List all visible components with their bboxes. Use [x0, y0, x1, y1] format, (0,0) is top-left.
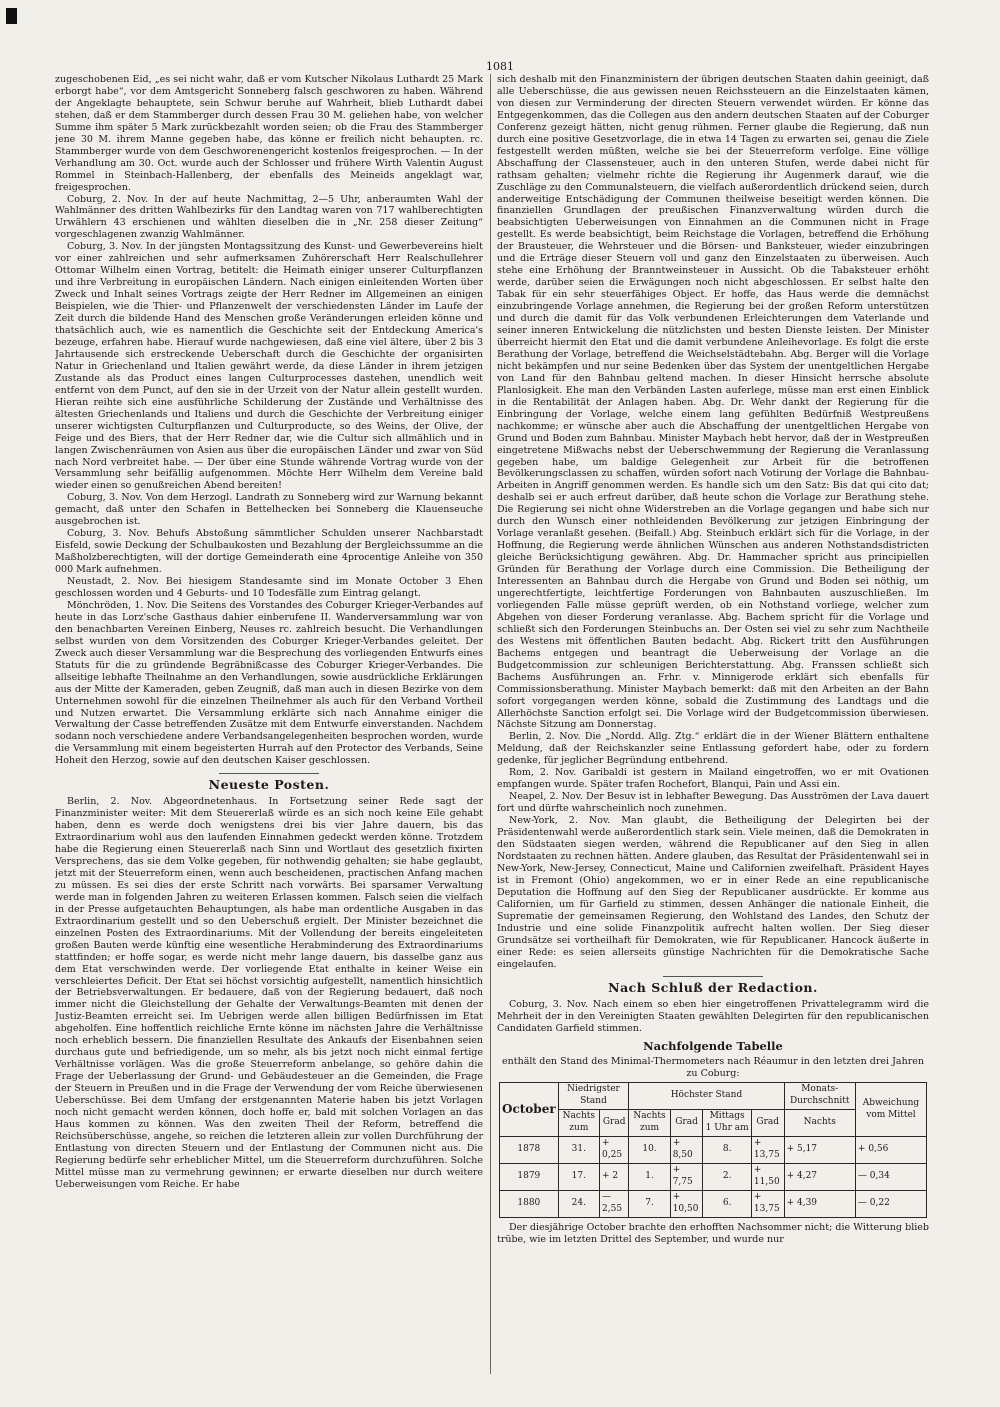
article-paragraph: Coburg, 3. Nov. Von dem Herzogl. Landrath zu Sonneberg wird zur Warnung bekannt gemacht, daß unter den Schafen in Bettelhecken bei Sonneberg die Klauenseuche ausgebrochen ist. — [55, 492, 483, 528]
table-heading: Nachfolgende Tabelle — [643, 1039, 783, 1054]
article-paragraph: Coburg, 3. Nov. In der jüngsten Montagssitzung des Kunst- und Gewerbevereins hielt vor einer zahlreichen und sehr aufmerksamen Zuhörerschaft Herr Realschullehrer Ottomar Wilhelm einen Vortrag, betitelt: die Heimath einiger unserer Culturpflanzen und ihre Verbreitung in europäischen Ländern. Nach einigen einleitenden Worten über Zweck und Inhalt seines Vortrags zeigte der Herr Redner im Allgemeinen an einigen Beispielen, wie die Thier- und Pflanzenwelt der verschiedensten Länder im Laufe der Zeit durch die bildende Hand des Menschen große Veränderungen erleiden könne und thatsächlich auch, wie es namentlich die Geschichte seit der Entdeckung America's bezeuge, erfahren habe. Hierauf wurde nachgewiesen, daß eine viel ältere, über 2 bis 3 Jahrtausende sich erstreckende Ueberschaft durch die Geschichte der organisirten Natur in Griechenland und Italien gewährt werde, da diese Länder in ihrem jetzigen Zustande als das Product eines langen Culturprocesses dastehen, unendlich weit entfernt von dem Punct, auf den sie in der Urzeit von der Natur allein gestellt wurden. Hieran reihte sich eine ausführliche Schilderung der Zustände und Verhältnisse des ältesten Griechenlands und Italiens und durch die Geschichte der Verbreitung einiger unserer wichtigsten Culturpflanzen und Culturproducte, so des Weins, der Olive, der Feige und des Biers, that der Herr Redner dar, wie die Cultur sich allmählich und in langen Zwischenräumen von Asien aus über die europäischen Länder und zwar von Süd nach Nord verbreitet habe. — Der über eine Stunde währende Vortrag wurde von der Versammlung sehr beifällig aufgenommen. Möchte Herr Wilhelm dem Vereine bald wieder einen so genußreichen Abend bereiten! — [55, 241, 483, 492]
table-cell: 1879 — [500, 1163, 559, 1190]
header-degree: Grad — [600, 1110, 629, 1137]
table-cell: 1880 — [500, 1190, 559, 1217]
header-nights: Nachts — [784, 1110, 855, 1137]
article-paragraph: Coburg, 3. Nov. Nach einem so eben hier eingetroffenen Privattelegramm wird die Mehrheit der in den Vereinigten Staaten gewählten Delegirten für den republicanischen Candidaten Garfield stimmen. — [497, 999, 929, 1035]
table-cell: 2. — [703, 1163, 752, 1190]
table-cell: 8. — [703, 1136, 752, 1163]
table-cell: 6. — [703, 1190, 752, 1217]
header-noon-on: Mittags 1 Uhr am — [703, 1110, 752, 1137]
table-cell: — 0,22 — [855, 1190, 926, 1217]
table-cell: + 2 — [600, 1163, 629, 1190]
table-cell: + 0,25 — [600, 1136, 629, 1163]
column-divider — [490, 74, 491, 1374]
table-cell: + 4,27 — [784, 1163, 855, 1190]
table-cell: 17. — [558, 1163, 599, 1190]
article-paragraph: Neapel, 2. Nov. Der Besuv ist in lebhafter Bewegung. Das Ausströmen der Lava dauert fort und dürfte wahrscheinlich noch zunehmen. — [497, 791, 929, 815]
table-cell: — 2,55 — [600, 1190, 629, 1217]
header-night-on: Nachts zum — [558, 1110, 599, 1137]
table-cell: 10. — [629, 1136, 670, 1163]
article-paragraph: Berlin, 2. Nov. Die „Nordd. Allg. Ztg.“ erklärt die in der Wiener Blättern enthaltene Meldung, daß der Reichskanzler seine Entlassung gefordert habe, oder zu fordern gedenke, für jeglicher Begründung entbehrend. — [497, 731, 929, 767]
article-paragraph: Berlin, 2. Nov. Abgeordnetenhaus. In Fortsetzung seiner Rede sagt der Finanzminister weiter: Mit dem Steuererlaß würde es an sich noch keine Eile gehabt haben, denn es werde doch wenigstens drei bis vier Jahre dauern, bis das Extraordinarium wohl aus den laufenden Einnahmen gedeckt werden könne. Trotzdem habe die Regierung einen Steuererlaß nach Sinn und Wortlaut des gesetzlich fixirten Versprechens, das sie dem Volke gegeben, für nothwendig gehalten; sie habe geglaubt, jetzt mit der Steuerreform einen, wenn auch bescheidenen, practischen Anfang machen zu müssen. Es sei dies der erste Schritt nach vorwärts. Bei sparsamer Verwaltung werde man in folgenden Jahren zu weiteren Erlassen kommen. Falsch seien die vielfach in der Presse aufgetauchten Behauptungen, als habe man ordentliche Ausgaben in das Extraordinarium gestellt und so den Ueberschuß ergielt. Der Minister bezeichnet die einzelnen Posten des Extraordinariums. Mit der Vollendung der bereits eingeleiteten großen Bauten werde künftig eine wesentliche Herabminderung des Extraordinariums stattfinden; er hoffe sogar, es werde nicht mehr lange dauern, bis dasselbe ganz aus dem Etat verschwinden werde. Der vorliegende Etat enthalte in keiner Weise ein verschleiertes Deficit. Der Etat sei höchst vorsichtig aufgestellt, namentlich hinsichtlich der Betriebsverwaltungen. Er bedauere, daß von der Regierung bedauert, daß noch immer nicht die Gleichstellung der Gehalte der Verwaltungs-Beamten mit denen der Justiz-Beamten erreicht sei. Im Uebrigen werde allen billigen Bedürfnissen im Etat abgeholfen. Eine hoffentlich reichliche Ernte könne im nächsten Jahre die Verhältnisse noch erheblich bessern. Die finanziellen Resultate des Ankaufs der Eisenbahnen seien durchaus gute und befriedigende, um so mehr, als bis jetzt noch nicht einmal fertige Verhältnisse vorlägen. Was die große Steuerreform anbelange, so gehöre dahin die Frage der Ueberlassung der Grund- und Gebäudesteuer an die Gemeinden, die Frage der Steuern in Preußen und in die Frage der Verwendung der vom Reiche überwiesenen Ueberschüsse. Bei dem Umfang der erstgenannten Materie haben bis jetzt Vorlagen noch nicht gemacht werden können, doch hoffe er, bald mit solchen Vorlagen an das Haus kommen zu können. Was den zweiten Theil der Reform, betreffend die Reichsüberschüsse, angehe, so reichen die letzteren allein zur vollen Durchführung der Entlastung von directen Steuern und der Entlastung der Communen nicht aus. Die Regierung bedürfe sehr erheblicher Mittel, um die Steuerreform durchzuführen. Solche Mittel müsse man zu vermehrung gewinnen; er erwarte dieselben nur durch weitere Ueberweisungen vom Reiche. Er habe — [55, 796, 483, 1190]
table-cell: 1878 — [500, 1136, 559, 1163]
article-paragraph: sich deshalb mit den Finanzministern der übrigen deutschen Staaten dahin geeinigt, daß alle Ueberschüsse, die aus gewissen neuen Reichssteuern an die Einzelstaaten kämen, von diesen zur Verminderung der directen Steuern verwendet würden. Er könne das Entgegenkommen, das die Collegen aus den andern deutschen Staaten auf der Coburger Conferenz gezeigt hätten, nicht genug rühmen. Ferner glaube die Regierung, daß nun durch eine positive Gesetzvorlage, die in etwa 14 Tagen zu erwarten sei, genau die Ziele festgestellt werden müßten, welche sie bei der Steuerreform verfolge. Eine völlige Abschaffung der Classensteuer, auch in den unteren Stufen, werde dabei nicht für rathsam gehalten; vielmehr richte die Regierung ihr Augenmerk darauf, wie die Zuschläge zu den Communalsteuern, die vielfach außerordentlich drückend seien, durch anderweitige Entschädigung der Communen theilweise beseitigt werden können. Die finanziellen Grundlagen der preußischen Finanzverwaltung würden durch die beabsichtigten Ueberweisungen von Einnahmen an die Communen nicht in Frage gestellt. Es werde beabsichtigt, beim Reichstage die Vorlagen, betreffend die Erhöhung der Brausteuer, die Wehrsteuer und die Börsen- und Banksteuer, wieder einzubringen und die Erträge dieser Steuern voll und ganz den Einzelstaaten zu überweisen. Auch stehe eine Erhöhung der Branntweinsteuer in Aussicht. Ob die Tabaksteuer erhöht werde, darüber seien die Erwägungen noch nicht abgeschlossen. Er selbst halte den Tabak für ein sehr steuerfähiges Object. Er hoffe, das Haus werde die demnächst einzubringende Vorlage annehmen, die Regierung bei der großen Reform unterstützen und durch die damit für das Volk verbundenen Erleichterungen dem Vaterlande und seiner inneren Entwickelung die nützlichsten und besten Dienste leisten. Der Minister überreicht hiermit den Etat und die damit verbundene Anleihevorlage. Es folgt die erste Berathung der Vorlage, betreffend die Weichselstädtebahn. Abg. Berger will die Vorlage nicht bekämpfen und nur seine Bedenken über das System der unentgeltlichen Hergabe von Land für den Bahnbau geltend machen. In dieser Hinsicht herrsche absolute Planlosigkeit. Ehe man den Verbänden Lasten auferlege, müsse man erst einen Einblick in die Rentabilität der Anlagen haben. Abg. Dr. Wehr dankt der Regierung für die Einbringung der Vorlage, welche einem lang gefühlten Bedürfniß Westpreußens nachkomme; er wünsche aber auch die Abschaffung der unentgeltlichen Hergabe von Grund und Boden zum Bahnbau. Minister Maybach hebt hervor, daß der in Westpreußen eingetretene Mißwachs nebst der Ueberschwemmung der Regierung die Veranlassung gegeben habe, um baldige Gelegenheit zur Arbeit für die betroffenen Bevölkerungsclassen zu schaffen, würden sofort nach Votirung der Vorlage die Bahnbau-Arbeiten in Angriff genommen werden. Es handle sich um den Satz: Bis dat qui cito dat; deshalb sei er auch erfreut darüber, daß heute schon die Vorlage zur Berathung stehe. Die Regierung sei nicht ohne Widerstreben an die Vorlage gegangen und habe sich nur durch den Wunsch einer nothleidenden Bevölkerung zur jetzigen Einbringung der Vorlage veranlaßt gesehen. (Beifall.) Abg. Steinbuch erklärt sich für die Vorlage, in der Hoffnung, die Regierung werde ähnlichen Wünschen aus anderen Nothstandsdistricten gleiche Berücksichtigung gewähren. Abg. Dr. Hammacher spricht aus principiellen Gründen für Berathung der Vorlage durch eine Commission. Die Betheiligung der Interessenten an Bahnbau durch die Hergabe von Grund und Boden sei nöthig, um ungerechtfertigte, leichtfertige Forderungen von Bahnbauten auszuschließen. Im vorliegenden Falle müsse geprüft werden, ob ein Nothstand vorliege, welcher zum Abgehen von dieser Forderung veranlasse. Abg. Bachem spricht für die Vorlage und schließt sich den Forderungen Steinbuchs an. Der Osten sei viel zu sehr zum Nachtheile des Westens mit öffentlichen Bauten bedacht. Abg. Rickert tritt den Ausführungen Bachems entgegen und beantragt die Ueberweisung der Vorlage an die Budgetcommission zur schleunigen Berichterstattung. Abg. Franssen schließt sich Bachems Ausführungen an. Frhr. v. Minnigerode erklärt sich ebenfalls für Commissionsberathung. Minister Maybach bemerkt: daß mit den Arbeiten an der Bahn sofort vorgegangen werden könne, sobald die Zustimmung des Landtags und die Allerhöchste Sanction erfolgt sei. Die Vorlage wird der Budgetcommission überwiesen. Nächste Sitzung am Donnerstag. — [497, 74, 929, 731]
article-paragraph: Neustadt, 2. Nov. Bei hiesigem Standesamte sind im Monate October 3 Ehen geschlossen worden und 4 Geburts- und 10 Todesfälle zum Eintrag gelangt. — [55, 576, 483, 599]
right-column — [497, 74, 929, 1374]
table-cell: 7. — [629, 1190, 670, 1217]
table-cell: 31. — [558, 1136, 599, 1163]
table-row — [500, 1136, 927, 1163]
header-degree: Grad — [670, 1110, 703, 1137]
table-cell: + 0,56 — [855, 1136, 926, 1163]
header-month: October — [500, 1083, 559, 1137]
thermometer-table — [499, 1082, 927, 1218]
article-paragraph: Coburg, 3. Nov. Behufs Abstoßung sämmtlicher Schulden unserer Nachbarstadt Eisfeld, sowie Deckung der Schulbaukosten und Bezahlung der Bergleichssumme an die Maßholzberechtigten, will der dortige Gemeinderath eine 4procentige Anleihe von 350 000 Mark aufnehmen. — [55, 528, 483, 576]
header-highest: Höchster Stand — [629, 1083, 784, 1110]
left-column — [55, 74, 483, 1374]
corner-mark — [6, 8, 17, 24]
table-intro: enthält den Stand des Minimal-Thermometers nach Réaumur in den letzten drei Jahren zu Coburg: — [502, 1056, 924, 1080]
table-row — [500, 1190, 927, 1217]
table-cell: + 8,50 — [670, 1136, 703, 1163]
table-cell: + 7,75 — [670, 1163, 703, 1190]
header-degree: Grad — [751, 1110, 784, 1137]
section-heading-latest-news: Neueste Posten. — [55, 773, 483, 791]
article-paragraph: Coburg, 2. Nov. In der auf heute Nachmittag, 2—5 Uhr, anberaumten Wahl der Wahlmänner des dritten Wahlbezirks für den Landtag waren von 717 wahlberechtigten Urwählern 43 erschienen und wählten dieselben die in „Nr. 258 dieser Zeitung“ vorgeschlagenen zwanzig Wahlmänner. — [55, 193, 483, 241]
header-deviation: Abweichung vom Mittel — [855, 1083, 926, 1137]
table-cell: 24. — [558, 1190, 599, 1217]
closing-paragraph: Der diesjährige October brachte den erhofften Nachsommer nicht; die Witterung blieb trübe, wie im letzten Drittel des September, und wurde nur — [497, 1221, 929, 1245]
article-paragraph: Rom, 2. Nov. Garibaldi ist gestern in Mailand eingetroffen, wo er mit Ovationen empfangen wurde. Später trafen Rochefort, Blanqui, Pain und Assi ein. — [497, 767, 929, 791]
article-paragraph: zugeschobenen Eid, „es sei nicht wahr, daß er vom Kutscher Nikolaus Luthardt 25 Mark erborgt habe“, vor dem Amtsgericht Sonneberg falsch geschworen zu haben. Während der Angeklagte behauptete, sein Schwur beruhe auf Wahrheit, blieb Luthardt dabei stehen, daß er dem Stammberger durch dessen Frau 30 M. geliehen habe, von welcher Summe ihm später 5 Mark zurückbezahlt worden seien; ob die Frau des Stammberger jene 30 M. ihrem Manne gegeben habe, das könne er freilich nicht behaupten. rc. Stammberger wurde von dem Geschworenengericht kostenlos freigesprochen. — In der Verhandlung am 30. Oct. wurde auch der Schlosser und frühere Wirth Valentin August Rommel in Steinbach-Hallenberg, der ebenfalls des Meineids angeklagt war, freigesprochen. — [55, 74, 483, 193]
table-cell: + 13,75 — [751, 1136, 784, 1163]
section-heading-after-deadline: Nach Schluß der Redaction. — [497, 976, 929, 994]
table-cell: + 11,50 — [751, 1163, 784, 1190]
table-cell: + 4,39 — [784, 1190, 855, 1217]
article-paragraph: Mönchröden, 1. Nov. Die Seitens des Vorstandes des Coburger Krieger-Verbandes auf heute in das Lorz'sche Gasthaus dahier einberufene II. Wanderversammlung war von den benachbarten Vereinen Einberg, Neuses rc. zahlreich besucht. Die Verhandlungen selbst wurden von dem Vorsitzenden des Coburger Krieger-Verbandes geleitet. Der Zweck auch dieser Versammlung war die Besprechung des vorliegenden Entwurfs eines Statuts für die zu gründende Begräbnißcasse des Coburger Krieger-Verbandes. Die allseitige lebhafte Theilnahme an den Verhandlungen, sowie ausdrückliche Erklärungen aus der Mitte der Kameraden, geben Zeugniß, daß man auch in diesen Bezirke von dem Unternehmen sowohl für die einzelnen Theilnehmer als auch für den Verband Vortheil und Nutzen erwartet. Die Versammlung erklärte sich nach Annahme einiger die Verwaltung der Casse betreffenden Zusätze mit dem Entwurfe einverstanden. Nachdem sodann noch verschiedene andere Verbandsangelegenheiten besprochen worden, wurde die Versammlung mit einem begeisterten Hurrah auf den Protector des Verbands, Seine Hoheit den Herzog, sowie auf den deutschen Kaiser geschlossen. — [55, 599, 483, 767]
header-night-on: Nachts zum — [629, 1110, 670, 1137]
header-average: Monats-Durchschnitt — [784, 1083, 855, 1110]
table-cell: — 0,34 — [855, 1163, 926, 1190]
page-number: 1081 — [486, 60, 514, 73]
table-cell: + 13,75 — [751, 1190, 784, 1217]
article-paragraph: New-York, 2. Nov. Man glaubt, die Betheiligung der Delegirten bei der Präsidentenwahl werde außerordentlich stark sein. Viele meinen, daß die Demokraten in den Südstaaten siegen werden, während die Republicaner auf den Sieg in allen Nordstaaten zu rechnen hätten. Andere glauben, das Resultat der Präsidentenwahl sei in New-York, New-Jersey, Connecticut, Maine und Californien zweifelhaft. Präsident Hayes ist in Fremont (Ohio) angekommen, wo er in einer Rede an eine republicanische Deputation die Hoffnung auf den Sieg der Republicaner ausdrückte. Er komme aus Californien, um für Garfield zu stimmen, dessen Anhänger die nationale Einheit, die Suprematie der gemeinsamen Regierung, den Wohlstand des Landes, den Schutz der Industrie und eine solide Finanzpolitik aufrecht halten wollen. Der Sieg dieser Grundsätze sei vortheilhaft für Demokraten, wie für Republicaner. Hancock äußerte in einer Rede: es seien allerseits günstige Nachrichten für die Demokratische Sache eingelaufen. — [497, 815, 929, 970]
table-cell: + 5,17 — [784, 1136, 855, 1163]
table-row — [500, 1163, 927, 1190]
header-lowest: Niedrigster Stand — [558, 1083, 629, 1110]
table-cell: + 10,50 — [670, 1190, 703, 1217]
table-cell: 1. — [629, 1163, 670, 1190]
